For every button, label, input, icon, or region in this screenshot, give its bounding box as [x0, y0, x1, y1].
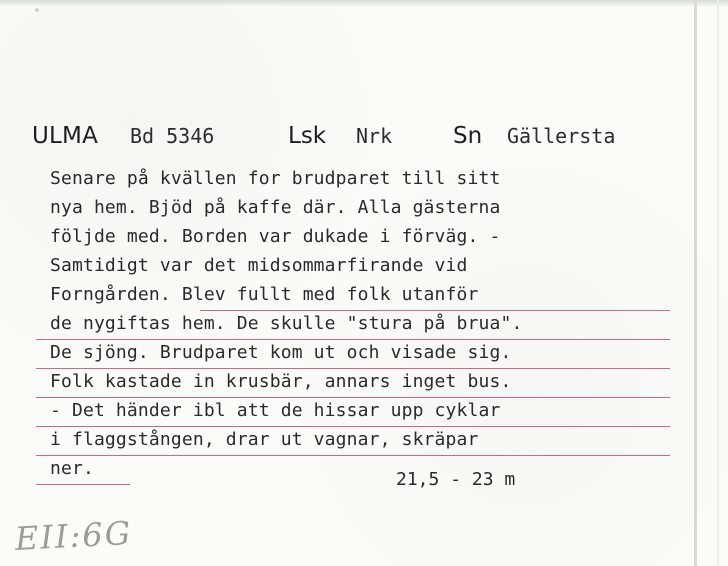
nrk-value: Nrk — [356, 124, 393, 148]
text-line-5: Forngården. Blev fullt med folk utanför — [50, 282, 670, 311]
handwritten-catalog-code: EII:6G — [14, 513, 134, 558]
sn-label: Sn — [453, 123, 483, 149]
place-name: Gällersta — [507, 124, 616, 148]
text-line-11: ner. — [50, 456, 670, 485]
right-card-shadow — [717, 0, 719, 566]
text-line-4: Samtidigt var det midsommarfirande vid — [50, 255, 468, 276]
card-header — [32, 121, 652, 155]
text-line-3: följde med. Borden var dukade i förväg. - — [50, 226, 501, 247]
text-line-9: - Det händer ibl att de hissar upp cyklar — [50, 398, 670, 427]
text-line-10: i flaggstången, drar ut vagnar, skräpar — [50, 427, 670, 456]
text-line-6: de nygiftas hem. De skulle "stura på brua". — [50, 311, 670, 340]
right-card-edge — [694, 0, 697, 566]
text-line-7: De sjöng. Brudparet kom ut och visade sig. — [50, 340, 670, 369]
text-line-8: Folk kastade in krusbär, annars inget bus. — [50, 369, 670, 398]
ulma-label: ULMA — [32, 123, 99, 149]
card-text — [50, 166, 670, 485]
text-line-1: Senare på kvällen for brudparet till sitt — [50, 168, 501, 189]
measurement-text: 21,5 - 23 m — [396, 469, 516, 490]
bd-number: Bd 5346 — [130, 124, 215, 148]
lsk-label: Lsk — [288, 123, 327, 149]
top-border — [0, 0, 728, 6]
faint-mark — [35, 8, 39, 12]
text-line-2: nya hem. Bjöd på kaffe där. Alla gästerna — [50, 197, 501, 218]
